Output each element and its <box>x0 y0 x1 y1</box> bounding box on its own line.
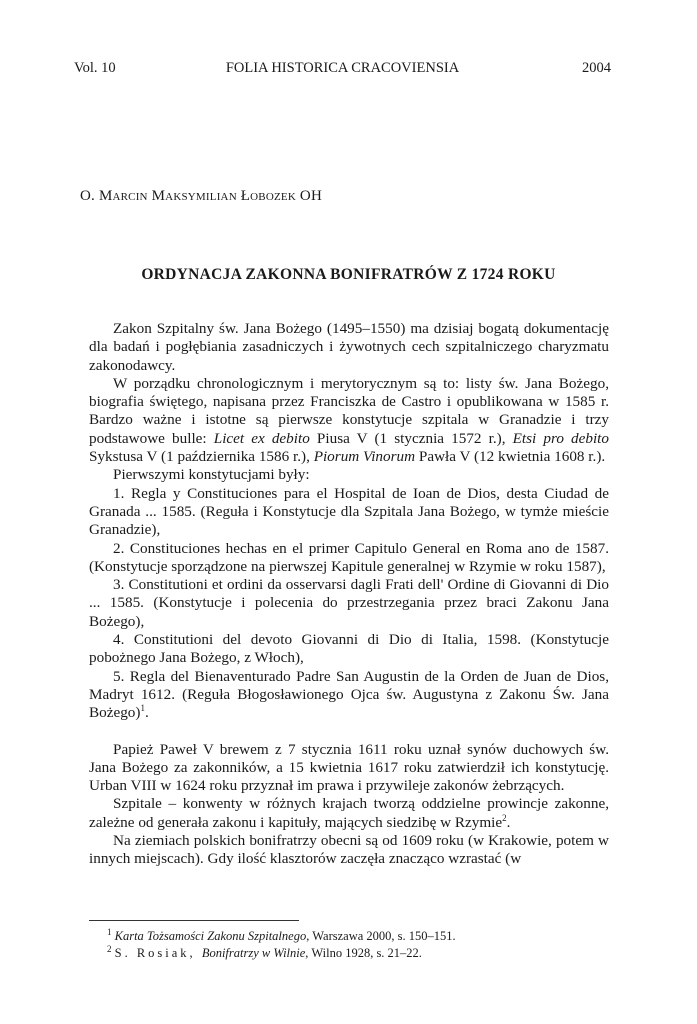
list-item: 4. Constitutioni del devoto Giovanni di Dio di Italia, 1598. (Konstytucje pobożnego Jana Bożego, z Włoch), <box>89 631 609 667</box>
footnote-1: $^1$ Karta Tożsamości Zakonu Szpitalnego, Warszawa 2000, s. 150–151. <box>107 926 456 943</box>
list-item: 1. Regla y Constituciones para el Hospital de Ioan de Dios, desta Ciudad de Granada ... 1585. (Reguła i Konstytucje dla Szpitala Jana Bożego, w tymże mieście Granadzie), <box>89 484 609 539</box>
running-header <box>74 60 611 80</box>
list-item: 5. Regla del Bienaventurado Padre San Augustin de la Orden de Juan de Dios, Madryt 1612. (Reguła Błogosławionego Ojca św. Augustyna z Zakonu Św. Jana Bożego)$^1$. <box>89 667 609 722</box>
footnote-ref[interactable]: 1 <box>140 703 145 714</box>
paragraph: Szpitale – konwenty w różnych krajach tworzą oddzielne prowincje zakonne, zależne od generała zakonu i kapituły, mających siedzibę w Rzymie$^2$. <box>89 795 609 831</box>
footnotes <box>89 928 609 962</box>
list-item: 2. Constituciones hechas en el primer Capitulo General en Roma ano de 1587. (Konstytucje sporządzone na pierwszej Kapitule generalnej w Rzymie w roku 1587), <box>89 539 609 575</box>
journal-title: FOLIA HISTORICA CRACOVIENSIA <box>225 60 460 76</box>
paragraph: Zakon Szpitalny św. Jana Bożego (1495–1550) ma dzisiaj bogatą dokumentację dla badań i pogłębiania zasadniczych i żywotnych cech szpitalniczego charyzmatu zakonodawcy. <box>89 320 609 374</box>
paragraph: Papież Paweł V brewem z 7 stycznia 1611 roku uznał synów duchowych św. Jana Bożego za zakonników, a 15 kwietnia 1617 roku zatwierdził ich konstytucję. Urban VIII w 1624 roku przyznał im prawa i przywileje zakonów żebrzących. <box>89 740 609 795</box>
author-line <box>80 188 322 205</box>
article-title: ORDYNACJA ZAKONNA BONIFRATRÓW Z 1724 ROKU <box>141 266 556 283</box>
author-name: Marcin Maksymilian Łobozek <box>98 188 296 204</box>
paragraph: Na ziemiach polskich bonifratrzy obecni są od 1609 roku (w Krakowie, potem w innych miejscach). Gdy ilość klasztorów zaczęła znacząco wzrastać (w <box>89 832 609 868</box>
list-item: 3. Constitutioni et ordini da osservarsi dagli Frati dell' Ordine di Giovanni di Dio ... 1585. (Konstytucje i polecenia do przestrzegania przez braci Zakonu Jana Bożego), <box>89 576 609 630</box>
footnote-divider <box>89 920 299 921</box>
article-body <box>89 320 609 869</box>
paragraph: Pierwszymi konstytucjami były: <box>113 466 310 484</box>
paragraph: W porządku chronologicznym i merytorycznym są to: listy św. Jana Bożego, biografia świętego, napisana przez Franciszka de Castro i opublikowana w 1585 r. Bardzo ważne i istotne są pierwsze konstytucje szpitala w Granadzie i trzy podstawowe bulle: Licet ex debito Piusa V (1 stycznia 1572 r.), Etsi pro debito Sykstusa V (1 października 1586 r.), Piorum Vinorum Pawła V (12 kwietnia 1608 r.). <box>89 374 610 466</box>
footnote-2: $^2$ S. Rosiak, Bonifratrzy w Wilnie, Wilno 1928, s. 21–22. <box>107 943 422 960</box>
year-label: 2004 <box>582 60 611 76</box>
author-suffix: OH <box>295 188 322 204</box>
author-prefix: O. <box>80 188 99 204</box>
volume-label: Vol. 10 <box>74 60 116 76</box>
footnote-ref[interactable]: 2 <box>502 812 507 823</box>
